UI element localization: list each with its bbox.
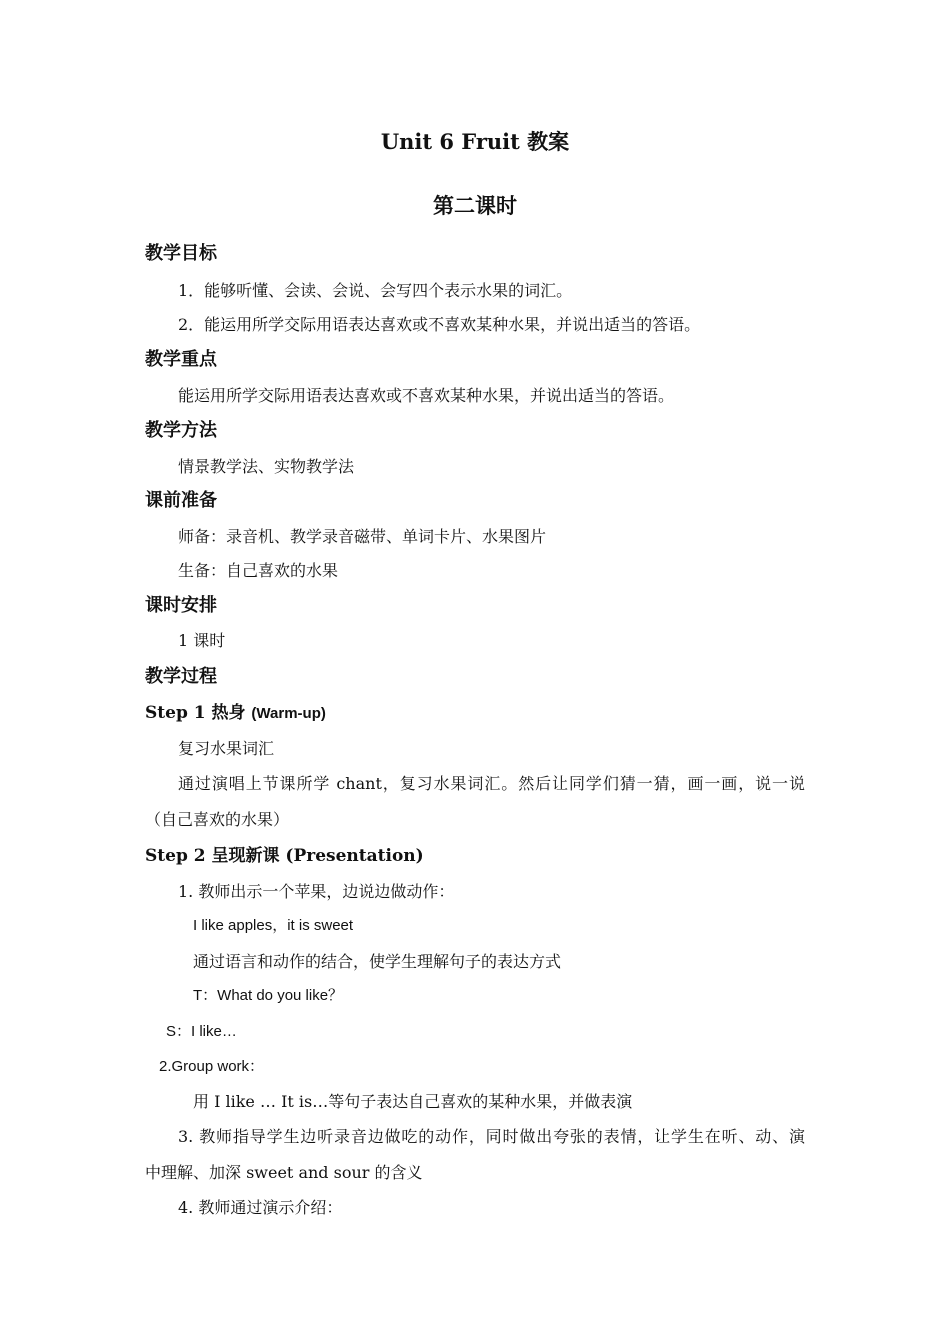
step2-item-1-note: 通过语言和动作的结合，使学生理解句子的表达方式: [193, 952, 562, 971]
step2-item-3-line-1: 3. 教师指导学生边听录音边做吃的动作，同时做出夸张的表情，让学生在听、动、演: [178, 1127, 805, 1146]
step1-title: [145, 702, 326, 725]
schedule-text: 1 课时: [178, 631, 226, 650]
dialog-student: S：I like…: [166, 1023, 237, 1040]
step1-title-en: (Warm-up): [251, 705, 326, 722]
objectives-heading: 教学目标: [145, 243, 217, 264]
key-points-heading: 教学重点: [145, 349, 217, 370]
dialog-teacher: T：What do you like？: [193, 987, 344, 1004]
schedule-heading: 课时安排: [145, 595, 217, 616]
objective-item-1: 1．能够听懂、会读、会说、会写四个表示水果的词汇。: [178, 281, 573, 300]
step2-item-2: 2.Group work：: [159, 1058, 265, 1075]
process-heading: 教学过程: [145, 666, 217, 687]
step2-item-3-line-2: 中理解、加深 sweet and sour 的含义: [145, 1163, 423, 1182]
step2-item-1: 1. 教师出示一个苹果，边说边做动作：: [178, 882, 455, 901]
step2-item-4: 4. 教师通过演示介绍：: [178, 1198, 343, 1217]
step1-line-3: （自己喜欢的水果）: [145, 810, 290, 829]
preparation-heading: 课前准备: [145, 490, 217, 511]
objective-item-2: 2．能运用所学交际用语表达喜欢或不喜欢某种水果，并说出适当的答语。: [178, 315, 701, 334]
step2-item-1-english: I like apples，it is sweet: [193, 917, 354, 934]
key-points-text: 能运用所学交际用语表达喜欢或不喜欢某种水果，并说出适当的答语。: [178, 386, 675, 405]
methods-text: 情景教学法、实物教学法: [178, 457, 355, 476]
preparation-teacher: 师备：录音机、教学录音磁带、单词卡片、水果图片: [178, 527, 547, 546]
step2-item-2-text: 用 I like … It is…等句子表达自己喜欢的某种水果，并做表演: [193, 1092, 633, 1111]
document-title: Unit 6 Fruit 教案: [380, 129, 570, 154]
step2-title: Step 2 呈现新课 (Presentation): [145, 846, 424, 866]
methods-heading: 教学方法: [145, 420, 217, 441]
step1-title-cn: Step 1 热身: [145, 703, 246, 723]
step1-line-1: 复习水果词汇: [178, 739, 275, 758]
lesson-subtitle: 第二课时: [433, 193, 517, 218]
step1-line-2: 通过演唱上节课所学 chant，复习水果词汇。然后让同学们猜一猜，画一画，说一说: [178, 774, 805, 793]
preparation-student: 生备：自己喜欢的水果: [178, 561, 339, 580]
